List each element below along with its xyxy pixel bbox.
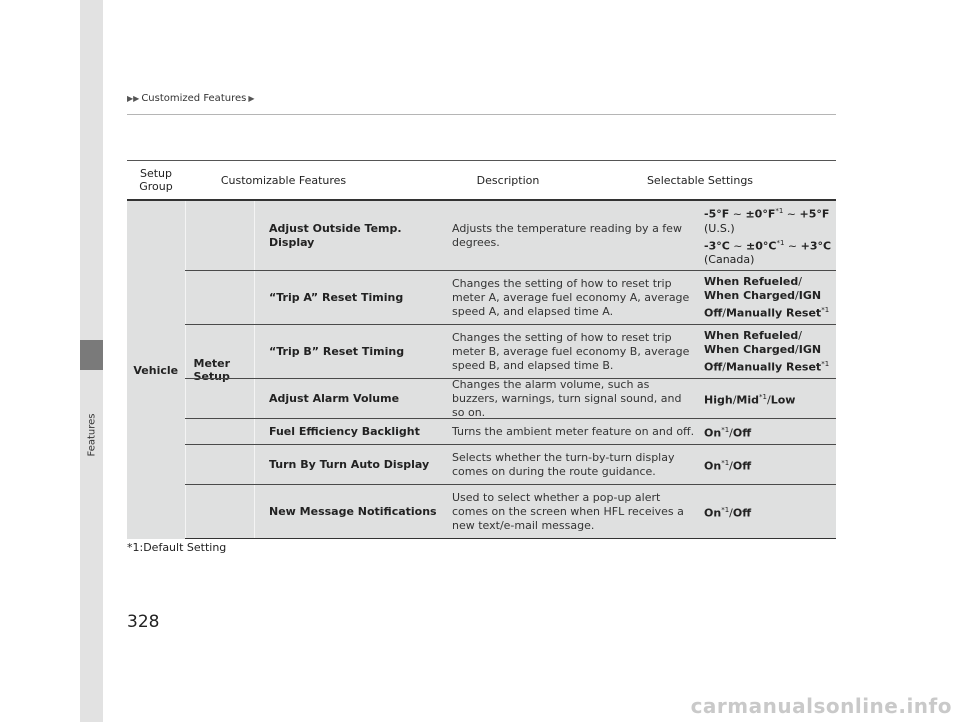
settings-table [127, 160, 836, 539]
feature-description: Turns the ambient meter feature on and off. [452, 424, 695, 438]
breadcrumb-arrow-icon: ▶ [248, 94, 255, 103]
selectable-settings: On$^{*1}$/Off [704, 458, 752, 473]
header-rule [127, 114, 836, 115]
feature-description: Used to select whether a pop-up alert comes on the screen when HFL receives a new text/e-mail message. [452, 490, 684, 532]
selectable-settings: On$^{*1}$/Off [704, 505, 752, 520]
feature-name: Fuel Efficiency Backlight [269, 424, 420, 438]
section-marker [80, 340, 103, 370]
selectable-settings: On$^{*1}$/Off [704, 425, 752, 440]
feature-description: Changes the setting of how to reset trip meter B, average fuel economy B, average speed B, and elapsed time B. [452, 330, 690, 372]
header-description: Description [476, 173, 540, 187]
table-header [127, 161, 836, 201]
breadcrumb-arrow-icon: ▶▶ [127, 94, 140, 103]
footnote: *1:Default Setting [127, 541, 227, 554]
page-number: 328 [127, 612, 160, 632]
selectable-settings: When Refueled/ When Charged/IGN Off/Manually Reset$^{*1}$ [704, 274, 830, 320]
selectable-settings: -5°F ~ $\pm 0^\circ F^{*1}$ ~ +5°F (U.S.) -3°C ~ $\pm 0^\circ C^{*1}$ ~ +3°C (Canada) [704, 206, 832, 267]
feature-name: Turn By Turn Auto Display [269, 457, 430, 471]
header-selectable-settings: Selectable Settings [646, 173, 754, 187]
table-row [185, 271, 836, 325]
watermark: carmanualsonline.info [690, 694, 952, 718]
header-customizable-features: Customizable Features [220, 173, 347, 187]
side-tab-label: Features [86, 413, 97, 457]
breadcrumb [127, 93, 254, 104]
feature-description: Changes the setting of how to reset trip meter A, average fuel economy A, average speed A, and elapsed time A. [452, 276, 690, 318]
feature-description: Selects whether the turn-by-turn display comes on during the route guidance. [452, 450, 675, 478]
selectable-settings: High/Mid$^{*1}$/Low [704, 392, 796, 407]
group-vehicle: Vehicle [127, 201, 186, 539]
subgroup-meter-setup: Meter Setup [186, 201, 255, 539]
breadcrumb-link[interactable]: Customized Features [141, 93, 247, 104]
table-row [185, 445, 836, 485]
table-row [185, 485, 836, 539]
feature-name: Adjust Alarm Volume [269, 391, 400, 405]
selectable-settings: When Refueled/ When Charged/IGN Off/Manually Reset$^{*1}$ [704, 328, 830, 374]
header-setup-group: Setup Group [139, 167, 173, 193]
table-row [185, 325, 836, 379]
feature-name: Adjust Outside Temp. Display [269, 221, 402, 249]
feature-name: New Message Notifications [269, 504, 437, 518]
feature-name: “Trip A” Reset Timing [269, 290, 404, 304]
feature-description: Adjusts the temperature reading by a few degrees. [452, 221, 682, 249]
feature-name: “Trip B” Reset Timing [269, 344, 405, 358]
feature-description: Changes the alarm volume, such as buzzers, warnings, turn signal sound, and so on. [452, 377, 682, 419]
table-row [185, 419, 836, 445]
table-row [185, 201, 836, 271]
table-body [127, 201, 836, 539]
table-row [185, 379, 836, 419]
